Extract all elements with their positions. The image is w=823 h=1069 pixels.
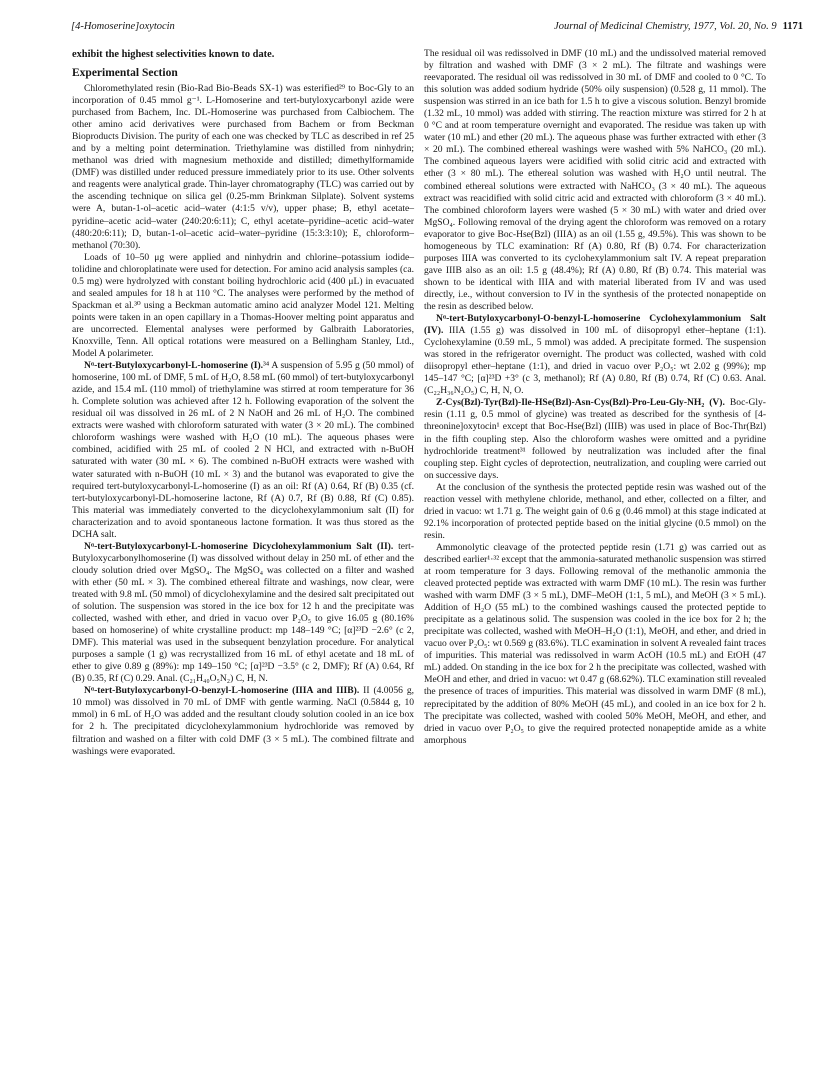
right-column	[424, 48, 766, 747]
paragraph-compound-v	[424, 397, 766, 481]
compound-v-title: Z-Cys(Bzl)-Tyr(Bzl)-Ile-HSe(Bzl)-Asn-Cys(Bzl)-Pro-Leu-Gly-NH₂ (V).	[436, 397, 725, 409]
journal-citation: Journal of Medicinal Chemistry, 1977, Vol. 20, No. 9	[554, 21, 777, 32]
compound-v-text: Boc-Gly-resin (1.11 g, 0.5 mmol of glycine) was treated as described for the synthesis of [4-threonine]oxytocin¹ except that Boc-Hse(Bzl) (IIIB) was used in place of Boc-Thr(Bzl) in the fifth coupling step. Also the chloroform washes were omitted and a pyridine hydrochloride treatment³¹ followed by neutralization was included after the final coupling step. Eight cycles of deprotection, neutralization, and coupling were carried out on successive days.	[424, 397, 766, 481]
section-heading: Experimental Section	[72, 67, 178, 79]
compound-iii-text: II (4.0056 g, 10 mmol) was dissolved in 70 mL of DMF with gentle warming. NaCl (0.5844 g, 10 mmol) in 6 mL of H₂O was added and the resultant cloudy solution cooled in an ice box for 2 h. The precipitated dicyclohexylammonium hydrochloride was removed by filtration and washed on a filter with cold DMF (3 × 5 mL). The combined filtrate and washings were evaporated.	[72, 685, 414, 757]
compound-iii-title: Nᵅ-tert-Butyloxycarbonyl-O-benzyl-L-homoserine (IIIA and IIIB).	[84, 685, 360, 697]
compound-i-title: Nᵅ-tert-Butyloxycarbonyl-L-homoserine (I).	[84, 360, 264, 372]
running-head-title: [4-Homoserine]oxytocin	[71, 21, 175, 32]
paragraph-compound-iii	[72, 685, 414, 757]
running-head-citation	[554, 21, 803, 32]
paragraph-compound-i	[72, 360, 414, 541]
paragraph-materials: Chloromethylated resin (Bio-Rad Bio-Beads SX-1) was esterified²⁹ to Boc-Gly to an incorporation of 0.45 mmol g⁻¹. L-Homoserine and tert-butyloxycarbonyl azide were purchased from Bachem, Inc. DL-Homoserine was purchased from Calbiochem. The other amino acid derivatives were purchased from Bachem or from Beckman Bioproducts Division. The purity of each one was checked by TLC as described in ref 25 and by a melting point determination. Triethylamine was distilled from ninhydrin; methanol was dried with magnesium methoxide and distilled; dimethylformamide (DMF) was distilled under reduced pressure immediately prior to its use. Other solvents and reagents were analytical grade. Thin-layer chromatography (TLC) was carried out by the ascending technique on silica gel (0.25-mm Brinkman Silplate). Solvent systems were A, butan-1-ol–acetic acid–water (4:1:5 v/v), upper phase; B, ethyl acetate–pyridine–acetic acid–water (240:20:6:11); C, ethyl acetate–pyridine–acetic acid–water (480:20:6:11); D, butan-1-ol–acetic acid–water–pyridine (15:3:3:10); E, chloroform–methanol (70:30).	[72, 83, 414, 251]
compound-iv-title: Nᵅ-tert-Butyloxycarbonyl-O-benzyl-L-homoserine Cyclohexylammonium Salt (IV).	[424, 313, 766, 337]
paragraph-compound-iv	[424, 313, 766, 397]
paragraph-resin-workup: At the conclusion of the synthesis the protected peptide resin was washed out of the reaction vessel with methylene chloride, methanol, and ether, collected on a filter, and dried in vacuo: wt 1.71 g. The weight gain of 0.6 g (0.46 mmol) at this stage indicated at 92.1% incorporation of protected peptide based on the initial glycine (0.5 mmol) on the resin.	[424, 481, 766, 541]
compound-i-text: ³⁴ A suspension of 5.95 g (50 mmol) of homoserine, 100 mL of DMF, 5 mL of H₂O, 8.58 mL (60 mmol) of tert-butyloxycarbonyl azide, and 15.4 mL (110 mmol) of triethylamine was stirred at room temperature for 36 h. Complete solution was achieved after 12 h. Following evaporation of the solvent the residual oil was dissolved in 26 mL of 2 N NaOH and 26 mL of H₂O. The combined extracts were washed with chloroform saturated with water (3 × 20 mL). The combined chloroform washings were washed with H₂O (10 mL). The aqueous phases were combined, acidified with 25 mL of cooled 2 N HCl, and extracted with n-BuOH saturated with water (30 mL × 6). The combined n-BuOH extracts were washed with water saturated with n-BuOH (10 mL × 3) and the butanol was evaporated to give the required tert-butyloxycarbonyl-L-homoserine (I) as an oil: Rf (A) 0.64, Rf (B) 0.35 (cf. tert-butyloxycarbonyl-DL-homoserine lactone, Rf (A) 0.7, Rf (B) 0.88, Rf (C) 0.85). This material was immediately converted to the dicyclohexylammonium salt (II) for characterization and to avoid spontaneous lactone formation. It was thus stored as the DCHA salt.	[72, 360, 414, 540]
paragraph-ammonolysis: Ammonolytic cleavage of the protected peptide resin (1.71 g) was carried out as described earlier¹·³² except that the ammonia-saturated methanolic suspension was stirred at room temperature for 3 days. Following removal of the methanolic ammonia the cleaved protected peptide was extracted with warm DMF (10 mL). The resin was further washed with warm DMF (3 × 5 mL), DMF–MeOH (1:1, 5 mL), and MeOH (3 × 5 mL). Addition of H₂O (55 mL) to the combined washings caused the protected peptide to precipitate as a gelatinous solid. The suspension was cooled in the ice box for 2 h; the precipitate was collected, washed with MeOH–H₂O (1:1), MeOH, and ether, and dried in vacuo over P₂O₅: wt 0.569 g (83.6%). TLC examination in solvent A revealed faint traces of impurities. This material was redissolved in warm AcOH (10.5 mL) and EtOH (47 mL) added. On standing in the ice box for 2 h the precipitate was collected, washed with MeOH and ether, and dried in vacuo: wt 0.47 g (68.62%). TLC examination still revealed the presence of traces of impurities. This material was dissolved in warm DMF (8 mL), reprecipitated by the addition of 80% MeOH (45 mL), and cooled in an ice box for 2 h. The precipitate was collected, washed with cooled 50% MeOH, MeOH, and ether, and dried in vacuo over P₂O₅ to give the required protected nonapeptide amide as a white amorphous	[424, 541, 766, 746]
lead-line: exhibit the highest selectivities known to date.	[72, 49, 275, 60]
compound-ii-title: Nᵅ-tert-Butyloxycarbonyl-L-homoserine Dicyclohexylammonium Salt (II).	[84, 540, 394, 552]
left-column	[72, 48, 414, 758]
paragraph-benzylation: The residual oil was redissolved in DMF (10 mL) and the undissolved material removed by filtration and washed with DMF (3 × 2 mL). The filtrate and washings were reevaporated. The residual oil was redissolved in 30 mL of DMF and cooled to 0 °C. To this solution was added sodium hydride (50% oily suspension) (0.528 g, 11 mmol). The suspension was stirred in an ice bath for 1.5 h to give a viscous solution. Benzyl bromide (1.32 mL, 10 mmol) was added with stirring. The reaction mixture was stirred for 2 h at 0 °C and at room temperature overnight and evaporated. The residue was taken up with water (10 mL) and ether (20 mL). The aqueous phase was further extracted with ether (3 × 20 mL). The combined ethereal washings were washed with 5% NaHCO₃ (20 mL). The combined aqueous layers were acidified with solid citric acid and extracted with ether (3 × 80 mL). The ethereal solution was washed with H₂O until neutral. The combined ethereal solutions were extracted with NaHCO₃ (3 × 40 mL). The aqueous extract was reacidified with solid citric acid and extracted with chloroform (3 × 40 mL). The combined chloroform layers were washed (5 × 30 mL) with water and dried over MgSO₄. Following removal of the drying agent the chloroform was removed on a rotary evaporator to give Boc-Hse(Bzl) (IIIA) as an oil (1.55 g, 49.5%). This was shown to be homogeneous by TLC examination: Rf (A) 0.80, Rf (B) 0.74. For characterization purposes IIIA was converted to its cyclohexylammonium salt IV. A repeat preparation gave IIIB also as an oil: 1.5 g (48.4%); Rf (A) 0.80, Rf (B) 0.74. This material was shown to be identical with IIIA and with material liberated from IV and was used directly, i.e., without conversion to IV in the synthesis of the protected nonapeptide on the resin as described below.	[424, 48, 766, 312]
compound-iv-text: IIIA (1.55 g) was dissolved in 100 mL of diisopropyl ether–heptane (1:1). Cyclohexylamine (0.59 mL, 5 mmol) was added. A precipitate formed. The suspension was stored in the refrigerator overnight. The product was collected, washed with cold diisopropyl ether–heptane (1:1), and dried in vacuo over P₂O₅: wt 2.02 g (99%); mp 145–147 °C; [α]²³D +3° (c 3, methanol); Rf (A) 0.80, Rf (B) 0.74, Rf (C) 0.63. Anal. (C₂₂H₃₆N₂O₅) C, H, N, O.	[424, 325, 766, 397]
running-head	[71, 21, 803, 37]
paragraph-methods: Loads of 10–50 μg were applied and ninhydrin and chlorine–potassium iodide–tolidine and chloroplatinate were used for detection. For amino acid analysis samples (ca. 0.5 mg) were hydrolyzed with constant boiling hydrochloric acid (400 μL) in evacuated and sealed ampules for 18 h at 110 °C. The analyses were performed by the method of Spackman et al.³⁰ using a Beckman automatic amino acid analyzer Model 121. Melting points were taken in an open capillary in a Thomas-Hoover melting point apparatus and are uncorrected. Elemental analyses were performed by Galbraith Laboratories, Knoxville, Tenn. All optical rotations were measured on a Bellingham Stanley, Ltd., Model A polarimeter.	[72, 251, 414, 360]
paragraph-compound-ii	[72, 541, 414, 686]
compound-ii-text: tert-Butyloxycarbonylhomoserine (I) was dissolved without delay in 250 mL of ether and the cloudy solution dried over MgSO₄. The MgSO₄ was collected on a filter and washed with ether (50 mL × 3). The combined ethereal filtrate and washings, now clear, were treated with 9.8 mL (50 mmol) of dicyclohexylamine and the desired salt precipitated out of solution. The suspension was stored in the ice box for 12 h and the precipitate was collected, washed with ether, and dried in vacuo over P₂O₅ to give 16.05 g (80.16% based on homoserine) of white crystalline product: mp 148–149 °C; [α]²³D −2.6° (c 2, DMF). This material was used in the subsequent benzylation procedure. For analytical purposes a sample (1 g) was recrystallized from 16 mL of ethyl acetate and 18 mL of ether to give 0.89 g (89%): mp 149–150 °C; [α]²³D −3.5° (c 2, DMF); Rf (A) 0.64, Rf (B) 0.35, Rf (C) 0.29. Anal. (C₂₁H₄₀O₅N₂) C, H, N.	[72, 540, 414, 685]
page-number: 1171	[782, 21, 803, 32]
